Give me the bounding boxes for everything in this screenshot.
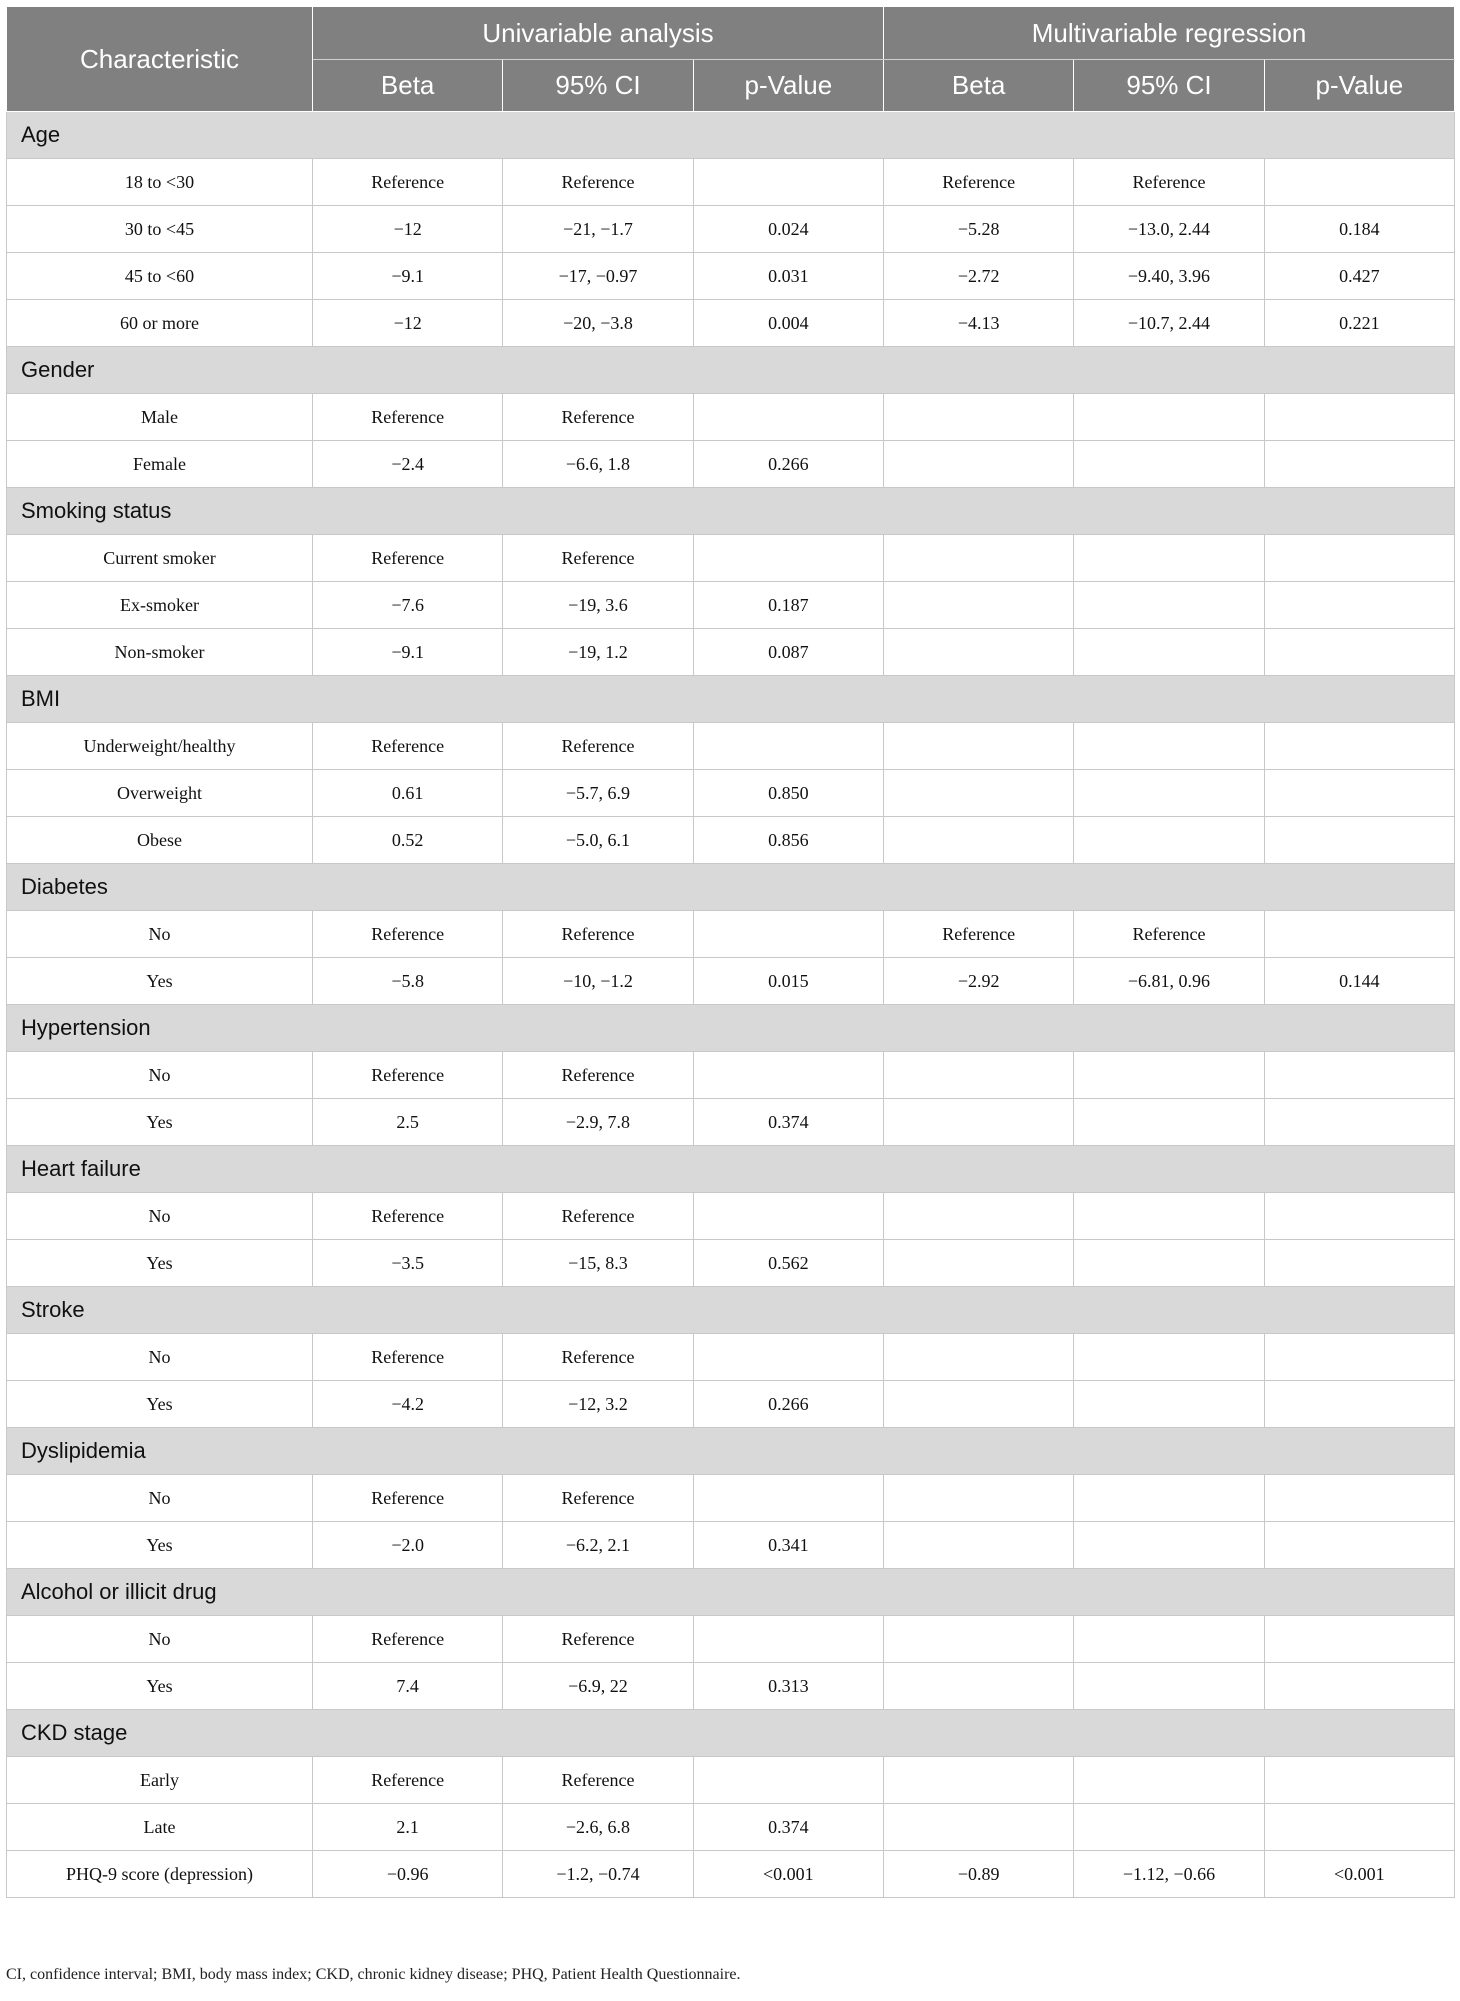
cell-multi-pvalue xyxy=(1264,394,1454,441)
cell-multi-pvalue: 0.144 xyxy=(1264,958,1454,1005)
cell-uni-beta: 2.5 xyxy=(313,1099,503,1146)
cell-multi-pvalue xyxy=(1264,1193,1454,1240)
cell-characteristic: Yes xyxy=(7,1099,313,1146)
cell-characteristic: Non-smoker xyxy=(7,629,313,676)
category-row xyxy=(7,1569,1455,1616)
cell-uni-beta: Reference xyxy=(313,1475,503,1522)
cell-uni-ci: −20, −3.8 xyxy=(503,300,693,347)
cell-multi-ci xyxy=(1074,441,1264,488)
cell-multi-ci xyxy=(1074,582,1264,629)
table-row xyxy=(7,1804,1455,1851)
cell-uni-beta: 0.61 xyxy=(313,770,503,817)
cell-multi-beta xyxy=(884,817,1074,864)
table-row xyxy=(7,723,1455,770)
cell-characteristic: Yes xyxy=(7,1381,313,1428)
cell-multi-pvalue xyxy=(1264,1381,1454,1428)
table-row xyxy=(7,582,1455,629)
cell-characteristic: Underweight/healthy xyxy=(7,723,313,770)
cell-multi-ci xyxy=(1074,1334,1264,1381)
category-label: BMI xyxy=(7,676,1455,723)
cell-multi-pvalue xyxy=(1264,1052,1454,1099)
cell-multi-pvalue xyxy=(1264,1099,1454,1146)
table-row xyxy=(7,206,1455,253)
cell-multi-beta xyxy=(884,394,1074,441)
cell-uni-beta: −9.1 xyxy=(313,253,503,300)
category-row xyxy=(7,1710,1455,1757)
category-label: CKD stage xyxy=(7,1710,1455,1757)
cell-multi-ci xyxy=(1074,535,1264,582)
cell-multi-pvalue xyxy=(1264,629,1454,676)
category-row xyxy=(7,676,1455,723)
cell-uni-ci: Reference xyxy=(503,1475,693,1522)
cell-uni-ci: −5.7, 6.9 xyxy=(503,770,693,817)
cell-uni-beta: Reference xyxy=(313,1052,503,1099)
cell-multi-pvalue: <0.001 xyxy=(1264,1851,1454,1898)
cell-uni-beta: Reference xyxy=(313,911,503,958)
cell-characteristic: No xyxy=(7,1052,313,1099)
cell-multi-pvalue: 0.184 xyxy=(1264,206,1454,253)
cell-uni-pvalue: 0.266 xyxy=(693,1381,883,1428)
cell-uni-beta: 0.52 xyxy=(313,817,503,864)
cell-multi-pvalue xyxy=(1264,770,1454,817)
category-label: Age xyxy=(7,112,1455,159)
header-multi-pvalue: p-Value xyxy=(1264,60,1454,112)
regression-table-container xyxy=(6,6,1454,1898)
table-row xyxy=(7,958,1455,1005)
cell-multi-ci xyxy=(1074,1757,1264,1804)
cell-uni-ci: −19, 1.2 xyxy=(503,629,693,676)
header-uni-beta: Beta xyxy=(313,60,503,112)
cell-multi-ci xyxy=(1074,1475,1264,1522)
table-row xyxy=(7,911,1455,958)
header-characteristic: Characteristic xyxy=(7,7,313,112)
cell-multi-beta xyxy=(884,1757,1074,1804)
cell-uni-beta: Reference xyxy=(313,394,503,441)
category-row xyxy=(7,488,1455,535)
cell-uni-pvalue: 0.341 xyxy=(693,1522,883,1569)
table-header xyxy=(7,7,1455,112)
cell-uni-ci: Reference xyxy=(503,911,693,958)
cell-characteristic: No xyxy=(7,1475,313,1522)
category-label: Hypertension xyxy=(7,1005,1455,1052)
cell-multi-ci xyxy=(1074,770,1264,817)
cell-uni-ci: −5.0, 6.1 xyxy=(503,817,693,864)
cell-multi-beta xyxy=(884,1522,1074,1569)
category-row xyxy=(7,1005,1455,1052)
category-row xyxy=(7,347,1455,394)
cell-multi-pvalue xyxy=(1264,582,1454,629)
header-uni-ci: 95% CI xyxy=(503,60,693,112)
cell-uni-ci: Reference xyxy=(503,1193,693,1240)
cell-uni-beta: −9.1 xyxy=(313,629,503,676)
cell-characteristic: Current smoker xyxy=(7,535,313,582)
cell-characteristic: Female xyxy=(7,441,313,488)
cell-multi-ci xyxy=(1074,1052,1264,1099)
cell-uni-beta: Reference xyxy=(313,1334,503,1381)
cell-multi-beta xyxy=(884,1663,1074,1710)
table-row xyxy=(7,253,1455,300)
cell-uni-beta: Reference xyxy=(313,1193,503,1240)
category-label: Smoking status xyxy=(7,488,1455,535)
cell-multi-beta xyxy=(884,1052,1074,1099)
cell-characteristic: 60 or more xyxy=(7,300,313,347)
table-row xyxy=(7,159,1455,206)
table-row xyxy=(7,1381,1455,1428)
cell-multi-beta xyxy=(884,1381,1074,1428)
cell-uni-pvalue: 0.024 xyxy=(693,206,883,253)
cell-uni-beta: −7.6 xyxy=(313,582,503,629)
cell-uni-pvalue xyxy=(693,1193,883,1240)
cell-uni-ci: −2.9, 7.8 xyxy=(503,1099,693,1146)
cell-characteristic: 30 to <45 xyxy=(7,206,313,253)
category-row xyxy=(7,864,1455,911)
category-label: Alcohol or illicit drug xyxy=(7,1569,1455,1616)
cell-multi-ci: Reference xyxy=(1074,159,1264,206)
table-row xyxy=(7,300,1455,347)
cell-multi-ci xyxy=(1074,1522,1264,1569)
cell-multi-beta xyxy=(884,441,1074,488)
category-row xyxy=(7,1146,1455,1193)
cell-uni-ci: −1.2, −0.74 xyxy=(503,1851,693,1898)
cell-multi-beta: −0.89 xyxy=(884,1851,1074,1898)
cell-uni-beta: Reference xyxy=(313,1616,503,1663)
category-row xyxy=(7,112,1455,159)
cell-multi-beta: −2.92 xyxy=(884,958,1074,1005)
cell-multi-ci: −13.0, 2.44 xyxy=(1074,206,1264,253)
table-row xyxy=(7,629,1455,676)
cell-uni-ci: Reference xyxy=(503,1334,693,1381)
cell-multi-beta: −5.28 xyxy=(884,206,1074,253)
cell-multi-beta xyxy=(884,723,1074,770)
cell-multi-pvalue xyxy=(1264,1475,1454,1522)
cell-uni-beta: Reference xyxy=(313,1757,503,1804)
cell-uni-beta: −2.4 xyxy=(313,441,503,488)
cell-multi-pvalue xyxy=(1264,1804,1454,1851)
table-row xyxy=(7,1616,1455,1663)
category-label: Stroke xyxy=(7,1287,1455,1334)
cell-uni-pvalue xyxy=(693,911,883,958)
cell-multi-beta xyxy=(884,1616,1074,1663)
cell-multi-ci: Reference xyxy=(1074,911,1264,958)
cell-uni-ci: −17, −0.97 xyxy=(503,253,693,300)
header-multivariable-group: Multivariable regression xyxy=(884,7,1455,60)
cell-multi-pvalue: 0.427 xyxy=(1264,253,1454,300)
cell-characteristic: Late xyxy=(7,1804,313,1851)
cell-uni-beta: −12 xyxy=(313,300,503,347)
cell-uni-beta: 2.1 xyxy=(313,1804,503,1851)
cell-multi-ci: −10.7, 2.44 xyxy=(1074,300,1264,347)
table-footnote: CI, confidence interval; BMI, body mass index; CKD, chronic kidney disease; PHQ, Patient Health Questionnaire. xyxy=(6,1966,741,1983)
cell-characteristic: Yes xyxy=(7,1522,313,1569)
cell-multi-beta xyxy=(884,1193,1074,1240)
cell-uni-beta: Reference xyxy=(313,159,503,206)
cell-multi-pvalue xyxy=(1264,535,1454,582)
cell-multi-ci: −6.81, 0.96 xyxy=(1074,958,1264,1005)
cell-multi-beta xyxy=(884,1475,1074,1522)
cell-uni-pvalue xyxy=(693,1475,883,1522)
cell-uni-ci: Reference xyxy=(503,723,693,770)
table-row xyxy=(7,817,1455,864)
table-row xyxy=(7,1663,1455,1710)
cell-uni-beta: Reference xyxy=(313,723,503,770)
cell-multi-pvalue xyxy=(1264,817,1454,864)
cell-multi-beta xyxy=(884,1099,1074,1146)
header-uni-pvalue: p-Value xyxy=(693,60,883,112)
cell-multi-ci xyxy=(1074,629,1264,676)
cell-uni-beta: Reference xyxy=(313,535,503,582)
header-multi-beta: Beta xyxy=(884,60,1074,112)
category-label: Dyslipidemia xyxy=(7,1428,1455,1475)
table-row xyxy=(7,1052,1455,1099)
cell-uni-pvalue: 0.015 xyxy=(693,958,883,1005)
table-row xyxy=(7,770,1455,817)
cell-uni-pvalue xyxy=(693,723,883,770)
cell-uni-pvalue: 0.031 xyxy=(693,253,883,300)
cell-uni-pvalue: 0.374 xyxy=(693,1804,883,1851)
cell-uni-ci: −10, −1.2 xyxy=(503,958,693,1005)
cell-uni-ci: −6.2, 2.1 xyxy=(503,1522,693,1569)
cell-multi-ci xyxy=(1074,1099,1264,1146)
cell-uni-pvalue: 0.313 xyxy=(693,1663,883,1710)
category-label: Diabetes xyxy=(7,864,1455,911)
cell-uni-pvalue: 0.374 xyxy=(693,1099,883,1146)
cell-characteristic: Obese xyxy=(7,817,313,864)
table-row xyxy=(7,441,1455,488)
table-row xyxy=(7,1099,1455,1146)
cell-uni-ci: −6.6, 1.8 xyxy=(503,441,693,488)
category-row xyxy=(7,1428,1455,1475)
cell-uni-ci: Reference xyxy=(503,1616,693,1663)
cell-characteristic: Yes xyxy=(7,1663,313,1710)
cell-uni-ci: −6.9, 22 xyxy=(503,1663,693,1710)
cell-multi-ci xyxy=(1074,1663,1264,1710)
cell-characteristic: No xyxy=(7,1616,313,1663)
cell-multi-ci xyxy=(1074,1381,1264,1428)
cell-uni-beta: −4.2 xyxy=(313,1381,503,1428)
cell-multi-pvalue xyxy=(1264,1616,1454,1663)
cell-uni-pvalue: 0.850 xyxy=(693,770,883,817)
cell-multi-pvalue xyxy=(1264,911,1454,958)
cell-multi-beta: −4.13 xyxy=(884,300,1074,347)
cell-uni-beta: −2.0 xyxy=(313,1522,503,1569)
cell-multi-beta xyxy=(884,770,1074,817)
cell-uni-pvalue: 0.004 xyxy=(693,300,883,347)
cell-uni-ci: Reference xyxy=(503,1757,693,1804)
cell-multi-beta: Reference xyxy=(884,911,1074,958)
cell-characteristic: No xyxy=(7,1193,313,1240)
cell-multi-ci xyxy=(1074,1616,1264,1663)
cell-uni-pvalue xyxy=(693,1616,883,1663)
regression-table xyxy=(6,6,1455,1898)
header-univariable-group: Univariable analysis xyxy=(313,7,884,60)
cell-uni-ci: Reference xyxy=(503,535,693,582)
cell-characteristic: Early xyxy=(7,1757,313,1804)
cell-multi-pvalue xyxy=(1264,1522,1454,1569)
cell-multi-ci xyxy=(1074,394,1264,441)
cell-uni-pvalue: 0.087 xyxy=(693,629,883,676)
cell-multi-ci: −9.40, 3.96 xyxy=(1074,253,1264,300)
cell-multi-pvalue xyxy=(1264,1757,1454,1804)
cell-characteristic: Male xyxy=(7,394,313,441)
cell-multi-pvalue xyxy=(1264,441,1454,488)
cell-multi-ci xyxy=(1074,1240,1264,1287)
cell-characteristic: No xyxy=(7,911,313,958)
table-row xyxy=(7,394,1455,441)
cell-characteristic: Yes xyxy=(7,958,313,1005)
cell-multi-pvalue xyxy=(1264,1240,1454,1287)
cell-uni-pvalue xyxy=(693,159,883,206)
header-multi-ci: 95% CI xyxy=(1074,60,1264,112)
cell-multi-beta: −2.72 xyxy=(884,253,1074,300)
cell-multi-beta xyxy=(884,535,1074,582)
cell-uni-ci: Reference xyxy=(503,159,693,206)
table-row xyxy=(7,1757,1455,1804)
table-body xyxy=(7,112,1455,1898)
cell-multi-ci xyxy=(1074,1193,1264,1240)
cell-uni-pvalue xyxy=(693,1757,883,1804)
cell-uni-ci: −21, −1.7 xyxy=(503,206,693,253)
cell-uni-ci: Reference xyxy=(503,394,693,441)
cell-uni-beta: −12 xyxy=(313,206,503,253)
cell-uni-pvalue xyxy=(693,1052,883,1099)
cell-multi-beta xyxy=(884,1240,1074,1287)
cell-characteristic: PHQ-9 score (depression) xyxy=(7,1851,313,1898)
cell-uni-beta: 7.4 xyxy=(313,1663,503,1710)
cell-characteristic: Overweight xyxy=(7,770,313,817)
cell-uni-ci: −2.6, 6.8 xyxy=(503,1804,693,1851)
cell-uni-pvalue: 0.562 xyxy=(693,1240,883,1287)
table-row xyxy=(7,1851,1455,1898)
cell-multi-pvalue xyxy=(1264,723,1454,770)
category-row xyxy=(7,1287,1455,1334)
cell-multi-pvalue xyxy=(1264,1334,1454,1381)
cell-uni-pvalue xyxy=(693,1334,883,1381)
cell-multi-ci: −1.12, −0.66 xyxy=(1074,1851,1264,1898)
cell-uni-beta: −5.8 xyxy=(313,958,503,1005)
cell-multi-pvalue: 0.221 xyxy=(1264,300,1454,347)
table-row xyxy=(7,535,1455,582)
cell-uni-beta: −3.5 xyxy=(313,1240,503,1287)
cell-uni-pvalue: <0.001 xyxy=(693,1851,883,1898)
cell-characteristic: No xyxy=(7,1334,313,1381)
cell-characteristic: Yes xyxy=(7,1240,313,1287)
table-row xyxy=(7,1334,1455,1381)
cell-multi-beta xyxy=(884,582,1074,629)
cell-multi-ci xyxy=(1074,1804,1264,1851)
table-row xyxy=(7,1240,1455,1287)
cell-multi-beta xyxy=(884,629,1074,676)
cell-uni-ci: −12, 3.2 xyxy=(503,1381,693,1428)
cell-uni-pvalue xyxy=(693,394,883,441)
cell-uni-ci: −15, 8.3 xyxy=(503,1240,693,1287)
cell-multi-ci xyxy=(1074,723,1264,770)
cell-uni-pvalue xyxy=(693,535,883,582)
cell-multi-pvalue xyxy=(1264,159,1454,206)
cell-multi-beta xyxy=(884,1804,1074,1851)
table-row xyxy=(7,1522,1455,1569)
cell-uni-beta: −0.96 xyxy=(313,1851,503,1898)
cell-characteristic: 45 to <60 xyxy=(7,253,313,300)
cell-multi-beta xyxy=(884,1334,1074,1381)
cell-uni-pvalue: 0.266 xyxy=(693,441,883,488)
cell-characteristic: Ex-smoker xyxy=(7,582,313,629)
category-label: Gender xyxy=(7,347,1455,394)
cell-uni-pvalue: 0.856 xyxy=(693,817,883,864)
cell-characteristic: 18 to <30 xyxy=(7,159,313,206)
cell-uni-ci: Reference xyxy=(503,1052,693,1099)
cell-multi-pvalue xyxy=(1264,1663,1454,1710)
category-label: Heart failure xyxy=(7,1146,1455,1193)
cell-multi-beta: Reference xyxy=(884,159,1074,206)
table-row xyxy=(7,1193,1455,1240)
cell-multi-ci xyxy=(1074,817,1264,864)
cell-uni-ci: −19, 3.6 xyxy=(503,582,693,629)
cell-uni-pvalue: 0.187 xyxy=(693,582,883,629)
table-row xyxy=(7,1475,1455,1522)
